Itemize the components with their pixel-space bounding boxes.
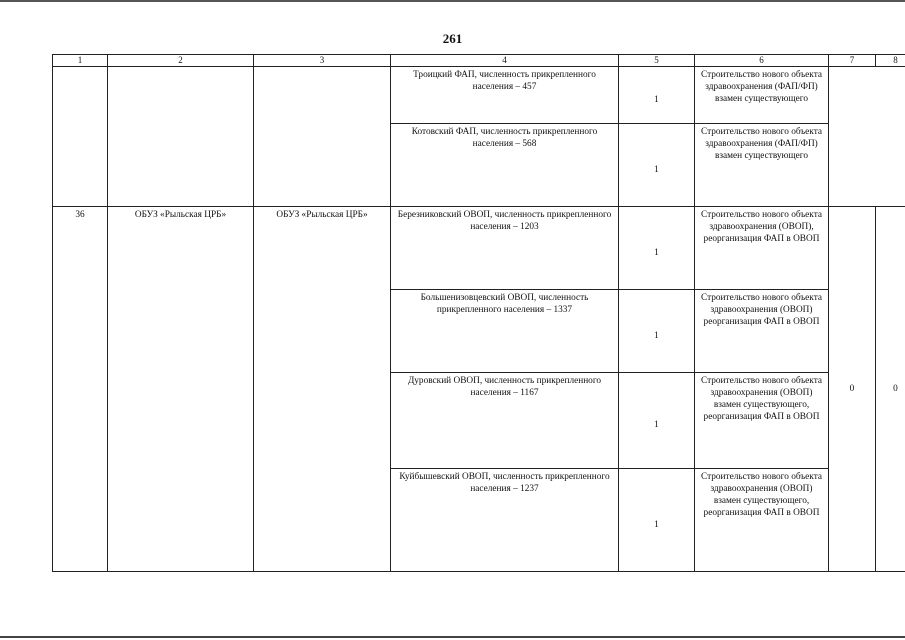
organization-cell: ОБУЗ «Рыльская ЦРБ» (108, 207, 254, 572)
facility-cell: Котовский ФАП, численность прикрепленного населения – 568 (391, 124, 619, 207)
header-cell: 2 (108, 55, 254, 67)
header-cell: 7 (829, 55, 876, 67)
facility-table (52, 54, 905, 572)
organization-cell-col3 (254, 67, 391, 207)
action-cell: Строительство нового объекта здравоохранения (ОВОП) взамен существующего, реорганизация ФАП в ОВОП (695, 469, 829, 572)
facility-cell: Березниковский ОВОП, численность прикрепленного населения – 1203 (391, 207, 619, 290)
action-cell: Строительство нового объекта здравоохранения (ОВОП), реорганизация ФАП в ОВОП (695, 207, 829, 290)
header-cell: 5 (619, 55, 695, 67)
header-cell: 4 (391, 55, 619, 67)
quantity-cell: 1 (619, 207, 695, 290)
quantity-cell: 1 (619, 290, 695, 373)
action-cell: Строительство нового объекта здравоохранения (ФАП/ФП) взамен существующего (695, 67, 829, 124)
col8-value-cell: 0 (876, 207, 905, 572)
header-cell: 3 (254, 55, 391, 67)
quantity-cell: 1 (619, 67, 695, 124)
quantity-cell: 1 (619, 373, 695, 469)
organization-cell (108, 67, 254, 207)
quantity-cell: 1 (619, 469, 695, 572)
empty-merged-cell (829, 67, 905, 207)
facility-cell: Большенизовцевский ОВОП, численность прикрепленного населения – 1337 (391, 290, 619, 373)
scan-edge-bottom (0, 636, 905, 638)
header-cell: 6 (695, 55, 829, 67)
header-cell: 8 (876, 55, 905, 67)
number-cell (53, 67, 108, 207)
page-number: 261 (442, 31, 463, 46)
action-cell: Строительство нового объекта здравоохранения (ФАП/ФП) взамен существующего (695, 124, 829, 207)
number-cell: 36 (53, 207, 108, 572)
organization-cell-col3: ОБУЗ «Рыльская ЦРБ» (254, 207, 391, 572)
table-row (53, 207, 905, 290)
facility-cell: Дуровский ОВОП, численность прикрепленного населения – 1167 (391, 373, 619, 469)
header-row (53, 55, 905, 67)
action-cell: Строительство нового объекта здравоохранения (ОВОП) реорганизация ФАП в ОВОП (695, 290, 829, 373)
quantity-cell: 1 (619, 124, 695, 207)
action-cell: Строительство нового объекта здравоохранения (ОВОП) взамен существующего, реорганизация ФАП в ОВОП (695, 373, 829, 469)
table-row (53, 67, 905, 124)
col7-value-cell: 0 (829, 207, 876, 572)
facility-cell: Троицкий ФАП, численность прикрепленного населения – 457 (391, 67, 619, 124)
header-cell: 1 (53, 55, 108, 67)
scan-edge-top (0, 0, 905, 2)
facility-cell: Куйбышевский ОВОП, численность прикрепленного населения – 1237 (391, 469, 619, 572)
